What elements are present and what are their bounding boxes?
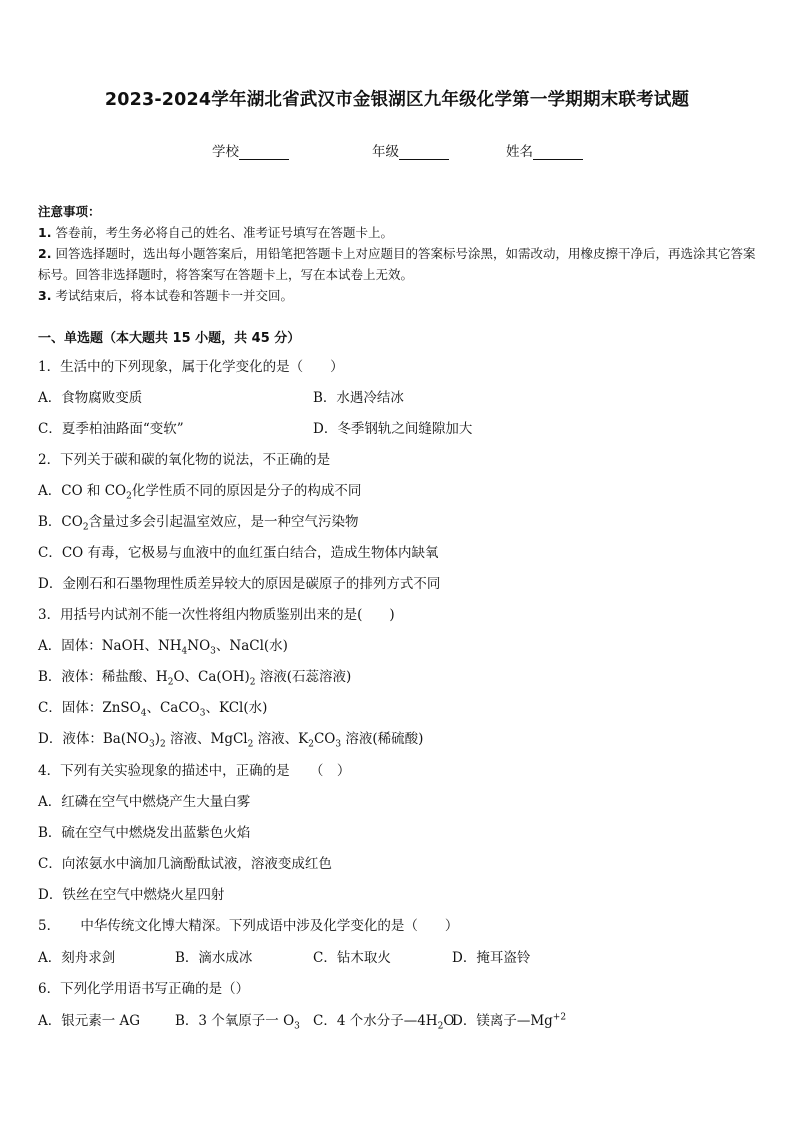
question-4-stem: 4．下列有关实验现象的描述中，正确的是 （ ） xyxy=(38,763,351,779)
question-2-option-c: C．CO 有毒，它极易与血液中的血红蛋白结合，造成生物体内缺氧 xyxy=(38,545,439,561)
question-2-stem: 2．下列关于碳和碳的氧化物的说法，不正确的是 xyxy=(38,452,331,468)
note-text-2: 回答选择题时，选出每小题答案后，用铅笔把答题卡上对应题目的答案标号涂黑，如需改动，用橡皮擦干净后，再选涂其它答案标号。回答非选择题时，将答案写在答题卡上，写在本试卷上无效。 xyxy=(38,246,756,282)
note-item-1: 1. 答卷前，考生务必将自己的姓名、准考证号填写在答题卡上。 xyxy=(38,225,393,240)
question-3-option-b: B．液体：稀盐酸、$H_2O$、$Ca(OH)_2$ 溶液(石蕊溶液) xyxy=(38,669,352,688)
question-5-option-c: C．钻木取火 xyxy=(313,950,391,966)
name-field xyxy=(506,140,583,160)
question-6-option-b: B．3 个氧原子一 $O_3$ xyxy=(175,1013,300,1032)
question-5-option-b: B．滴水成冰 xyxy=(175,950,253,966)
question-4-option-a: A．红磷在空气中燃烧产生大量白雾 xyxy=(38,794,251,810)
question-2-option-d: D．金刚石和石墨物理性质差异较大的原因是碳原子的排列方式不同 xyxy=(38,576,441,592)
question-1-option-d: D．冬季钢轨之间缝隙加大 xyxy=(313,421,473,437)
page-title: 2023-2024学年湖北省武汉市金银湖区九年级化学第一学期期末联考试题 xyxy=(104,90,690,110)
name-blank xyxy=(533,145,583,160)
section-heading: 一、单选题（本大题共 15 小题，共 45 分） xyxy=(38,331,301,346)
question-3-option-d: D．液体：$Ba(NO_3)_2$ 溶液、MgCl$_2$ 溶液、$K_2CO_3$ 溶液(稀硫酸) xyxy=(38,731,424,750)
question-1-option-b: B．水遇冷结冰 xyxy=(313,390,404,406)
question-3-stem: 3．用括号内试剂不能一次性将组内物质鉴别出来的是( ) xyxy=(38,607,395,623)
question-3-option-c: C．固体：ZnSO$_4$、CaCO$_3$、KCl(水) xyxy=(38,700,268,719)
question-4-option-c: C．向浓氨水中滴加几滴酚酞试液，溶液变成红色 xyxy=(38,856,332,872)
question-2-option-a: A．CO 和 $CO_2$化学性质不同的原因是分子的构成不同 xyxy=(38,483,362,502)
name-label: 姓名 xyxy=(506,144,533,160)
school-field xyxy=(212,140,289,160)
question-4-option-b: B．硫在空气中燃烧发出蓝紫色火焰 xyxy=(38,825,251,841)
question-5-stem: 5． 中华传统文化博大精深。下列成语中涉及化学变化的是（ ） xyxy=(38,918,459,934)
question-6-option-c: C．4 个水分子$—4H_2O$ xyxy=(313,1013,455,1032)
question-6-stem: 6．下列化学用语书写正确的是（） xyxy=(38,981,250,997)
question-4-option-d: D．铁丝在空气中燃烧火星四射 xyxy=(38,887,225,903)
question-6-option-a: A．银元素一 AG xyxy=(38,1013,141,1029)
grade-label: 年级 xyxy=(372,144,399,160)
school-blank xyxy=(239,145,289,160)
question-1-stem: 1．生活中的下列现象，属于化学变化的是（ ） xyxy=(38,359,344,375)
school-label: 学校 xyxy=(212,144,239,160)
note-item-2: 2. 回答选择题时，选出每小题答案后，用铅笔把答题卡上对应题目的答案标号涂黑，如需改动，用橡皮擦干净后，再选涂其它答案标号。回答非选择题时，将答案写在答题卡上，写在本试卷上无效。 xyxy=(38,246,756,282)
notes-block xyxy=(38,201,758,306)
question-5-option-d: D．掩耳盗铃 xyxy=(452,950,531,966)
notes-heading: 注意事项： xyxy=(38,204,101,219)
grade-field xyxy=(372,140,449,160)
question-6-option-d: D．镁离子$—Mg^{+2}$ xyxy=(452,1012,567,1029)
question-2-option-b: B．$CO_2$含量过多会引起温室效应，是一种空气污染物 xyxy=(38,514,359,533)
note-text-1: 答卷前，考生务必将自己的姓名、准考证号填写在答题卡上。 xyxy=(55,225,393,240)
question-1-option-a: A．食物腐败变质 xyxy=(38,390,143,406)
question-5-option-a: A．刻舟求剑 xyxy=(38,950,116,966)
note-item-3: 3. 考试结束后，将本试卷和答题卡一并交回。 xyxy=(38,288,293,303)
note-text-3: 考试结束后，将本试卷和答题卡一并交回。 xyxy=(55,288,293,303)
grade-blank xyxy=(399,145,449,160)
question-1-option-c: C．夏季柏油路面“变软” xyxy=(38,421,184,437)
question-3-option-a: A．固体：NaOH、$NH_4NO_3$、NaCl(水) xyxy=(38,638,288,657)
